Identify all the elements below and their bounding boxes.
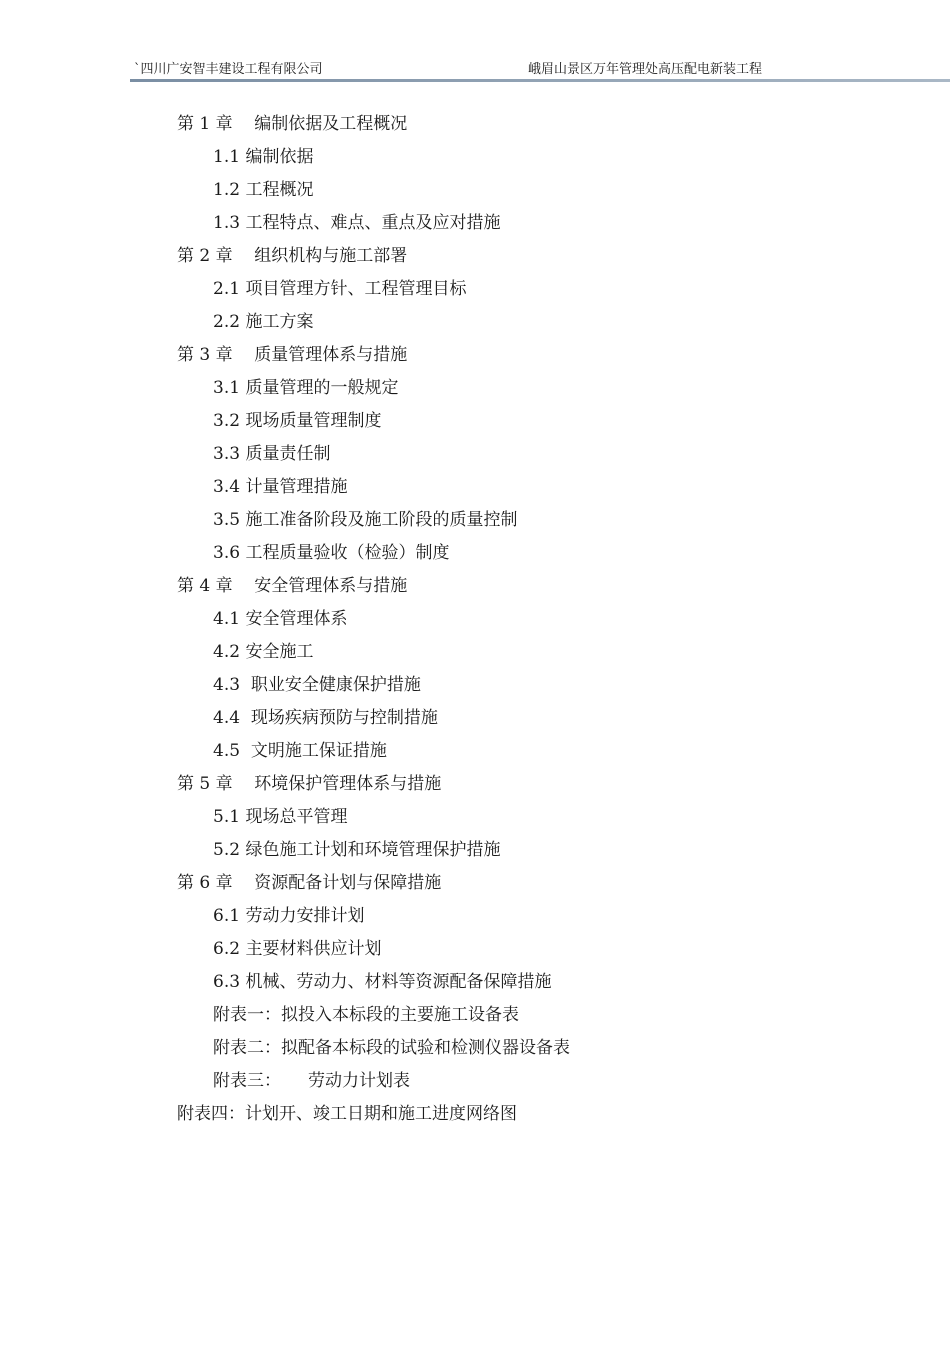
toc-entry-section: 5.1 现场总平管理: [213, 807, 348, 827]
toc-entry-section: 4.2 安全施工: [213, 642, 314, 662]
toc-entry-chapter: 第 3 章 质量管理体系与措施: [177, 345, 408, 365]
toc-entry-section: 6.1 劳动力安排计划: [213, 906, 365, 926]
header-project-name: 峨眉山景区万年管理处高压配电新装工程: [528, 62, 763, 77]
toc-entry-section: 4.5 文明施工保证措施: [213, 741, 387, 761]
toc-entry-section: 4.3 职业安全健康保护措施: [213, 675, 421, 695]
toc-entry-section: 1.3 工程特点、难点、重点及应对措施: [213, 213, 501, 233]
toc-entry-chapter: 第 6 章 资源配备计划与保障措施: [177, 873, 442, 893]
toc-entry-section: 3.1 质量管理的一般规定: [213, 378, 399, 398]
toc-entry-section: 3.2 现场质量管理制度: [213, 411, 382, 431]
toc-entry-chapter: 第 2 章 组织机构与施工部署: [177, 246, 408, 266]
toc-entry-appendix: 附表三： 劳动力计划表: [213, 1071, 411, 1091]
toc-entry-appendix: 附表一：拟投入本标段的主要施工设备表: [213, 1005, 519, 1025]
toc-entry-section: 2.1 项目管理方针、工程管理目标: [213, 279, 467, 299]
toc-entry-section: 3.4 计量管理措施: [213, 477, 348, 497]
toc-entry-section: 3.5 施工准备阶段及施工阶段的质量控制: [213, 510, 518, 530]
toc-entry-section: 1.2 工程概况: [213, 180, 314, 200]
toc-entry-section: 5.2 绿色施工计划和环境管理保护措施: [213, 840, 501, 860]
toc-entry-section: 6.2 主要材料供应计划: [213, 939, 382, 959]
toc-entry-chapter: 第 5 章 环境保护管理体系与措施: [177, 774, 442, 794]
toc-entry-section: 3.6 工程质量验收（检验）制度: [213, 543, 450, 563]
toc-entry-section: 1.1 编制依据: [213, 147, 314, 167]
toc-entry-chapter: 第 1 章 编制依据及工程概况: [177, 114, 408, 134]
toc-entry-section: 4.4 现场疾病预防与控制措施: [213, 708, 438, 728]
toc-entry-section: 6.3 机械、劳动力、材料等资源配备保障措施: [213, 972, 552, 992]
toc-entry-section: 3.3 质量责任制: [213, 444, 331, 464]
toc-entry-chapter: 第 4 章 安全管理体系与措施: [177, 576, 408, 596]
header-divider: [130, 79, 950, 82]
toc-entry-section: 2.2 施工方案: [213, 312, 314, 332]
toc-entry-root: 附表四：计划开、竣工日期和施工进度网络图: [177, 1104, 517, 1124]
toc-entry-appendix: 附表二：拟配备本标段的试验和检测仪器设备表: [213, 1038, 570, 1058]
header-company-name: `四川广安智丰建设工程有限公司: [134, 62, 323, 77]
toc-entry-section: 4.1 安全管理体系: [213, 609, 348, 629]
